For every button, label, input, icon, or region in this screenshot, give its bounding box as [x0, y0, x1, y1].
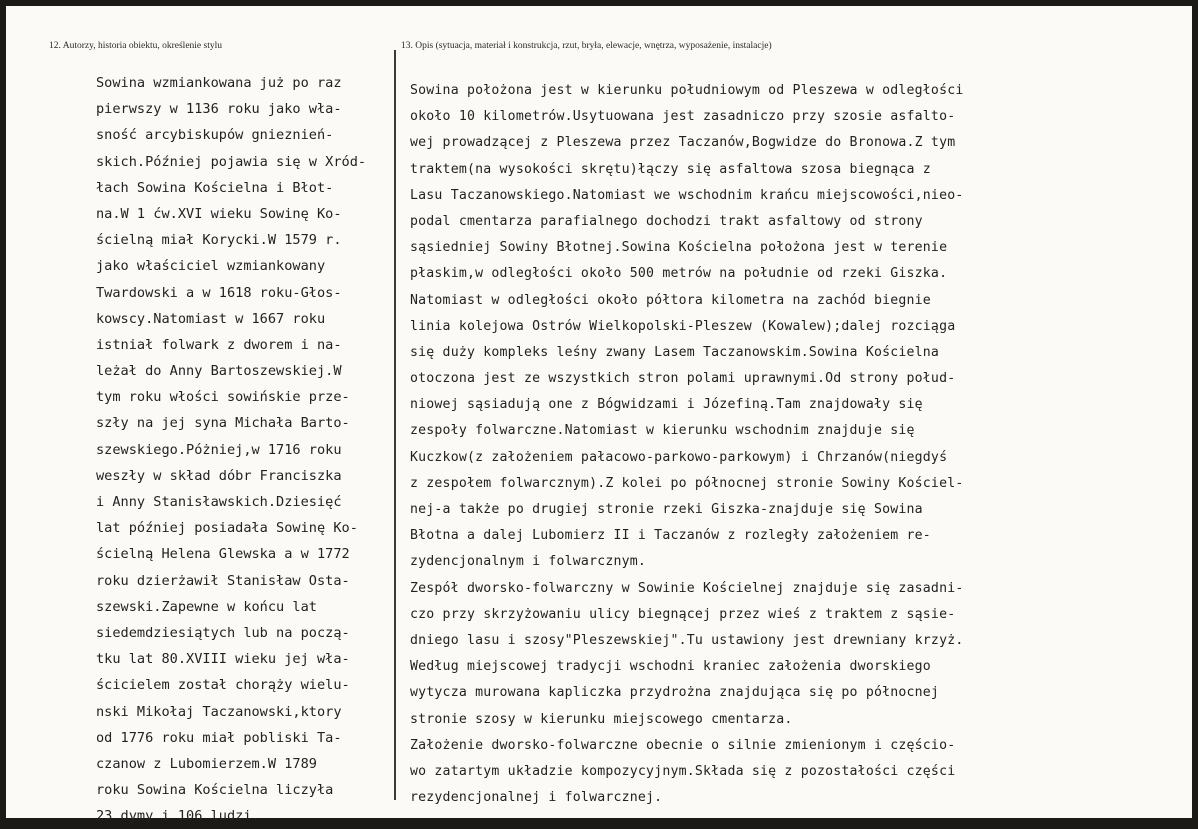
history-text-column: [96, 70, 366, 829]
right-column-header: 13. Opis (sytuacja, materiał i konstrukcja, rzut, bryła, elewacje, wnętrza, wyposażenie, instalacje): [401, 41, 772, 51]
text-line: weszły w skład dóbr Franciszka: [96, 467, 342, 484]
text-line: podal cmentarza parafialnego dochodzi trakt asfaltowy od strony: [410, 213, 923, 229]
text-line: ścicielem został chorąży wielu-: [96, 677, 350, 694]
text-line: płaskim,w odległości około 500 metrów na południe od rzeki Giszka.: [410, 266, 948, 282]
text-line: istniał folwark z dworem i na-: [96, 336, 342, 353]
text-line: rezydencjonalnej i folwarcznej.: [410, 790, 663, 806]
text-line: leżał do Anny Bartoszewskiej.W: [96, 363, 342, 380]
text-line: roku Sowina Kościelna liczyła: [96, 782, 334, 799]
text-line: wej prowadzącej z Pleszewa przez Taczanów,Bogwidze do Bronowa.Z tym: [410, 135, 956, 151]
text-line: Sowina wzmiankowana już po raz: [96, 75, 342, 91]
text-line: ścielną Helena Glewska a w 1772: [96, 546, 350, 563]
text-line: Natomiast w odległości około półtora kilometra na zachód biegnie: [410, 292, 931, 308]
text-line: Błotna a dalej Lubomierz II i Taczanów z rozległy założeniem re-: [410, 528, 931, 544]
text-line: jako właściciel wzmiankowany: [96, 258, 326, 275]
text-line: stronie szosy w kierunku miejscowego cmentarza.: [410, 711, 793, 727]
text-line: otoczona jest ze wszystkich stron polami uprawnymi.Od strony połud-: [410, 371, 956, 387]
text-line: Założenie dworsko-folwarczne obecnie o silnie zmienionym i częścio-: [410, 737, 956, 753]
text-line: tku lat 80.XVIII wieku jej wła-: [96, 651, 350, 668]
text-line: wo zatartym układzie kompozycyjnym.Składa się z pozostałości części: [410, 763, 956, 779]
text-line: roku dzierżawił Stanisław Osta-: [96, 572, 350, 589]
text-line: się duży kompleks leśny zwany Lasem Taczanowskim.Sowina Kościelna: [410, 344, 940, 360]
text-line: zespoły folwarczne.Natomiast w kierunku wschodnim znajduje się: [410, 423, 915, 439]
text-line: tym roku włości sowińskie prze-: [96, 389, 350, 406]
text-line: zydencjonalnym i folwarcznym.: [410, 554, 647, 570]
text-line: Lasu Taczanowskiego.Natomiast we wschodnim krańcu miejscowości,nieo-: [410, 187, 964, 203]
text-line: i Anny Stanisławskich.Dziesięć: [96, 494, 342, 510]
text-line: ścielną miał Korycki.W 1579 r.: [96, 232, 342, 249]
text-line: kowscy.Natomiast w 1667 roku: [96, 310, 326, 327]
text-line: szły na jej syna Michała Barto-: [96, 415, 350, 432]
text-line: szewski.Zapewne w końcu lat: [96, 598, 317, 615]
text-line: skich.Później pojawia się w Xród-: [96, 153, 367, 170]
text-line: Zespół dworsko-folwarczny w Sowinie Kościelnej znajduje się zasadni-: [410, 580, 964, 596]
text-line: nej-a także po drugiej stronie rzeki Giszka-znajduje się Sowina: [410, 502, 923, 517]
text-line: wytycza murowana kapliczka przydrożna znajdująca się po północnej: [410, 685, 940, 701]
document-page: [6, 6, 1192, 825]
text-line: łach Sowina Kościelna i Błot-: [96, 179, 334, 196]
text-line: z zespołem folwarcznym).Z kolei po północnej stronie Sowiny Kościel-: [410, 475, 964, 491]
text-line: około 10 kilometrów.Usytuowana jest zasadniczo przy szosie asfalto-: [410, 109, 956, 125]
description-text-column: [410, 78, 964, 811]
text-line: siedemdziesiątych lub na począ-: [96, 624, 350, 641]
text-line: od 1776 roku miał pobliski Ta-: [96, 729, 342, 746]
text-line: sąsiedniej Sowiny Błotnej.Sowina Kościelna położona jest w terenie: [410, 240, 948, 256]
text-line: dniego lasu i szosy"Pleszewskiej".Tu ustawiony jest drewniany krzyż.: [410, 632, 964, 648]
text-line: Kuczkow(z założeniem pałacowo-parkowo-parkowym) i Chrzanów(niegdyś: [410, 449, 948, 465]
text-line: niowej sąsiadują one z Bógwidzami i Józefiną.Tam znajdowały się: [410, 397, 923, 413]
text-line: sność arcybiskupów gnieznień-: [96, 127, 334, 144]
text-line: traktem(na wysokości skrętu)łączy się asfaltowa szosa biegnąca z: [410, 161, 931, 177]
text-line: Twardowski a w 1618 roku-Głos-: [96, 284, 342, 301]
text-line: 23 dymy i 106 ludzi.: [96, 808, 260, 825]
text-line: lat później posiadała Sowinę Ko-: [96, 520, 358, 537]
text-line: czo przy skrzyżowaniu ulicy biegnącej przez wieś z traktem z sąsie-: [410, 606, 956, 622]
text-line: Sowina położona jest w kierunku południowym od Pleszewa w odległości: [410, 83, 964, 98]
text-line: na.W 1 ćw.XVI wieku Sowinę Ko-: [96, 205, 342, 222]
text-line: nski Mikołaj Taczanowski,ktory: [96, 703, 342, 720]
left-column-header: 12. Autorzy, historia obiektu, określenie stylu: [49, 41, 222, 51]
text-line: pierwszy w 1136 roku jako wła-: [96, 101, 342, 118]
text-line: szewskiego.Póżniej,w 1716 roku: [96, 441, 342, 458]
text-line: linia kolejowa Ostrów Wielkopolski-Pleszew (Kowalew);dalej rozciąga: [410, 318, 956, 334]
text-line: czanow z Lubomierzem.W 1789: [96, 755, 317, 772]
text-line: Według miejscowej tradycji wschodni kraniec założenia dworskiego: [410, 659, 931, 675]
column-divider: [394, 50, 396, 800]
